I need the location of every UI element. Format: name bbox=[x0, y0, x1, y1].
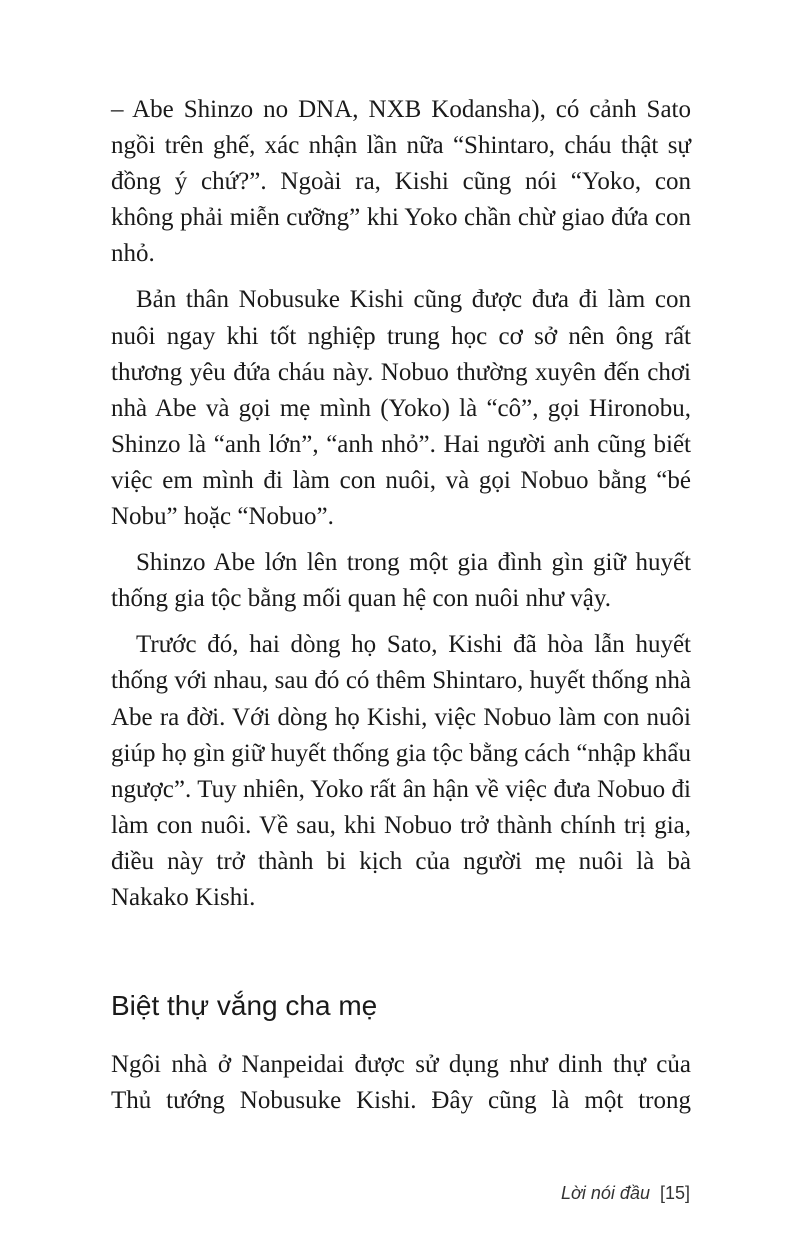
paragraph-continuation: – Abe Shinzo no DNA, NXB Kodansha), có cảnh Sato ngồi trên ghế, xác nhận lần nữa “Shintaro, cháu thật sự đồng ý chứ?”. Ngoài ra, Kishi cũng nói “Yoko, con không phải miễn cưỡng” khi Yoko chần chừ giao đứa con nhỏ. bbox=[111, 96, 691, 268]
page-footer bbox=[561, 1183, 690, 1204]
page-number: [15] bbox=[659, 1183, 690, 1203]
paragraph-bloodline: Trước đó, hai dòng họ Sato, Kishi đã hòa lẫn huyết thống với nhau, sau đó có thêm Shintaro, huyết thống nhà Abe ra đời. Với dòng họ Kishi, việc Nobuo làm con nuôi giúp họ gìn giữ huyết thống gia tộc bằng cách “nhập khẩu ngược”. Tuy nhiên, Yoko rất ân hận về việc đưa Nobuo đi làm con nuôi. Về sau, khi Nobuo trở thành chính trị gia, điều này trở thành bi kịch của người mẹ nuôi là bà Nakako Kishi. bbox=[111, 631, 691, 911]
section-heading: Biệt thự vắng cha mẹ bbox=[111, 990, 378, 1021]
running-title: Lời nói đầu bbox=[561, 1183, 650, 1203]
paragraph-shinzo-upbringing: Shinzo Abe lớn lên trong một gia đình gìn giữ huyết thống gia tộc bằng mối quan hệ con nuôi như vậy. bbox=[111, 549, 691, 613]
section-first-paragraph: Ngôi nhà ở Nanpeidai được sử dụng như dinh thự của Thủ tướng Nobusuke Kishi. Đây cũng là một trong bbox=[111, 1051, 691, 1115]
paragraph-kishi-adoption: Bản thân Nobusuke Kishi cũng được đưa đi làm con nuôi ngay khi tốt nghiệp trung học cơ sở nên ông rất thương yêu đứa cháu này. Nobuo thường xuyên đến chơi nhà Abe và gọi mẹ mình (Yoko) là “cô”, gọi Hironobu, Shinzo là “anh lớn”, “anh nhỏ”. Hai người anh cũng biết việc em mình đi làm con nuôi, và gọi Nobuo bằng “bé Nobu” hoặc “Nobuo”. bbox=[111, 286, 691, 531]
body-text bbox=[111, 92, 691, 926]
